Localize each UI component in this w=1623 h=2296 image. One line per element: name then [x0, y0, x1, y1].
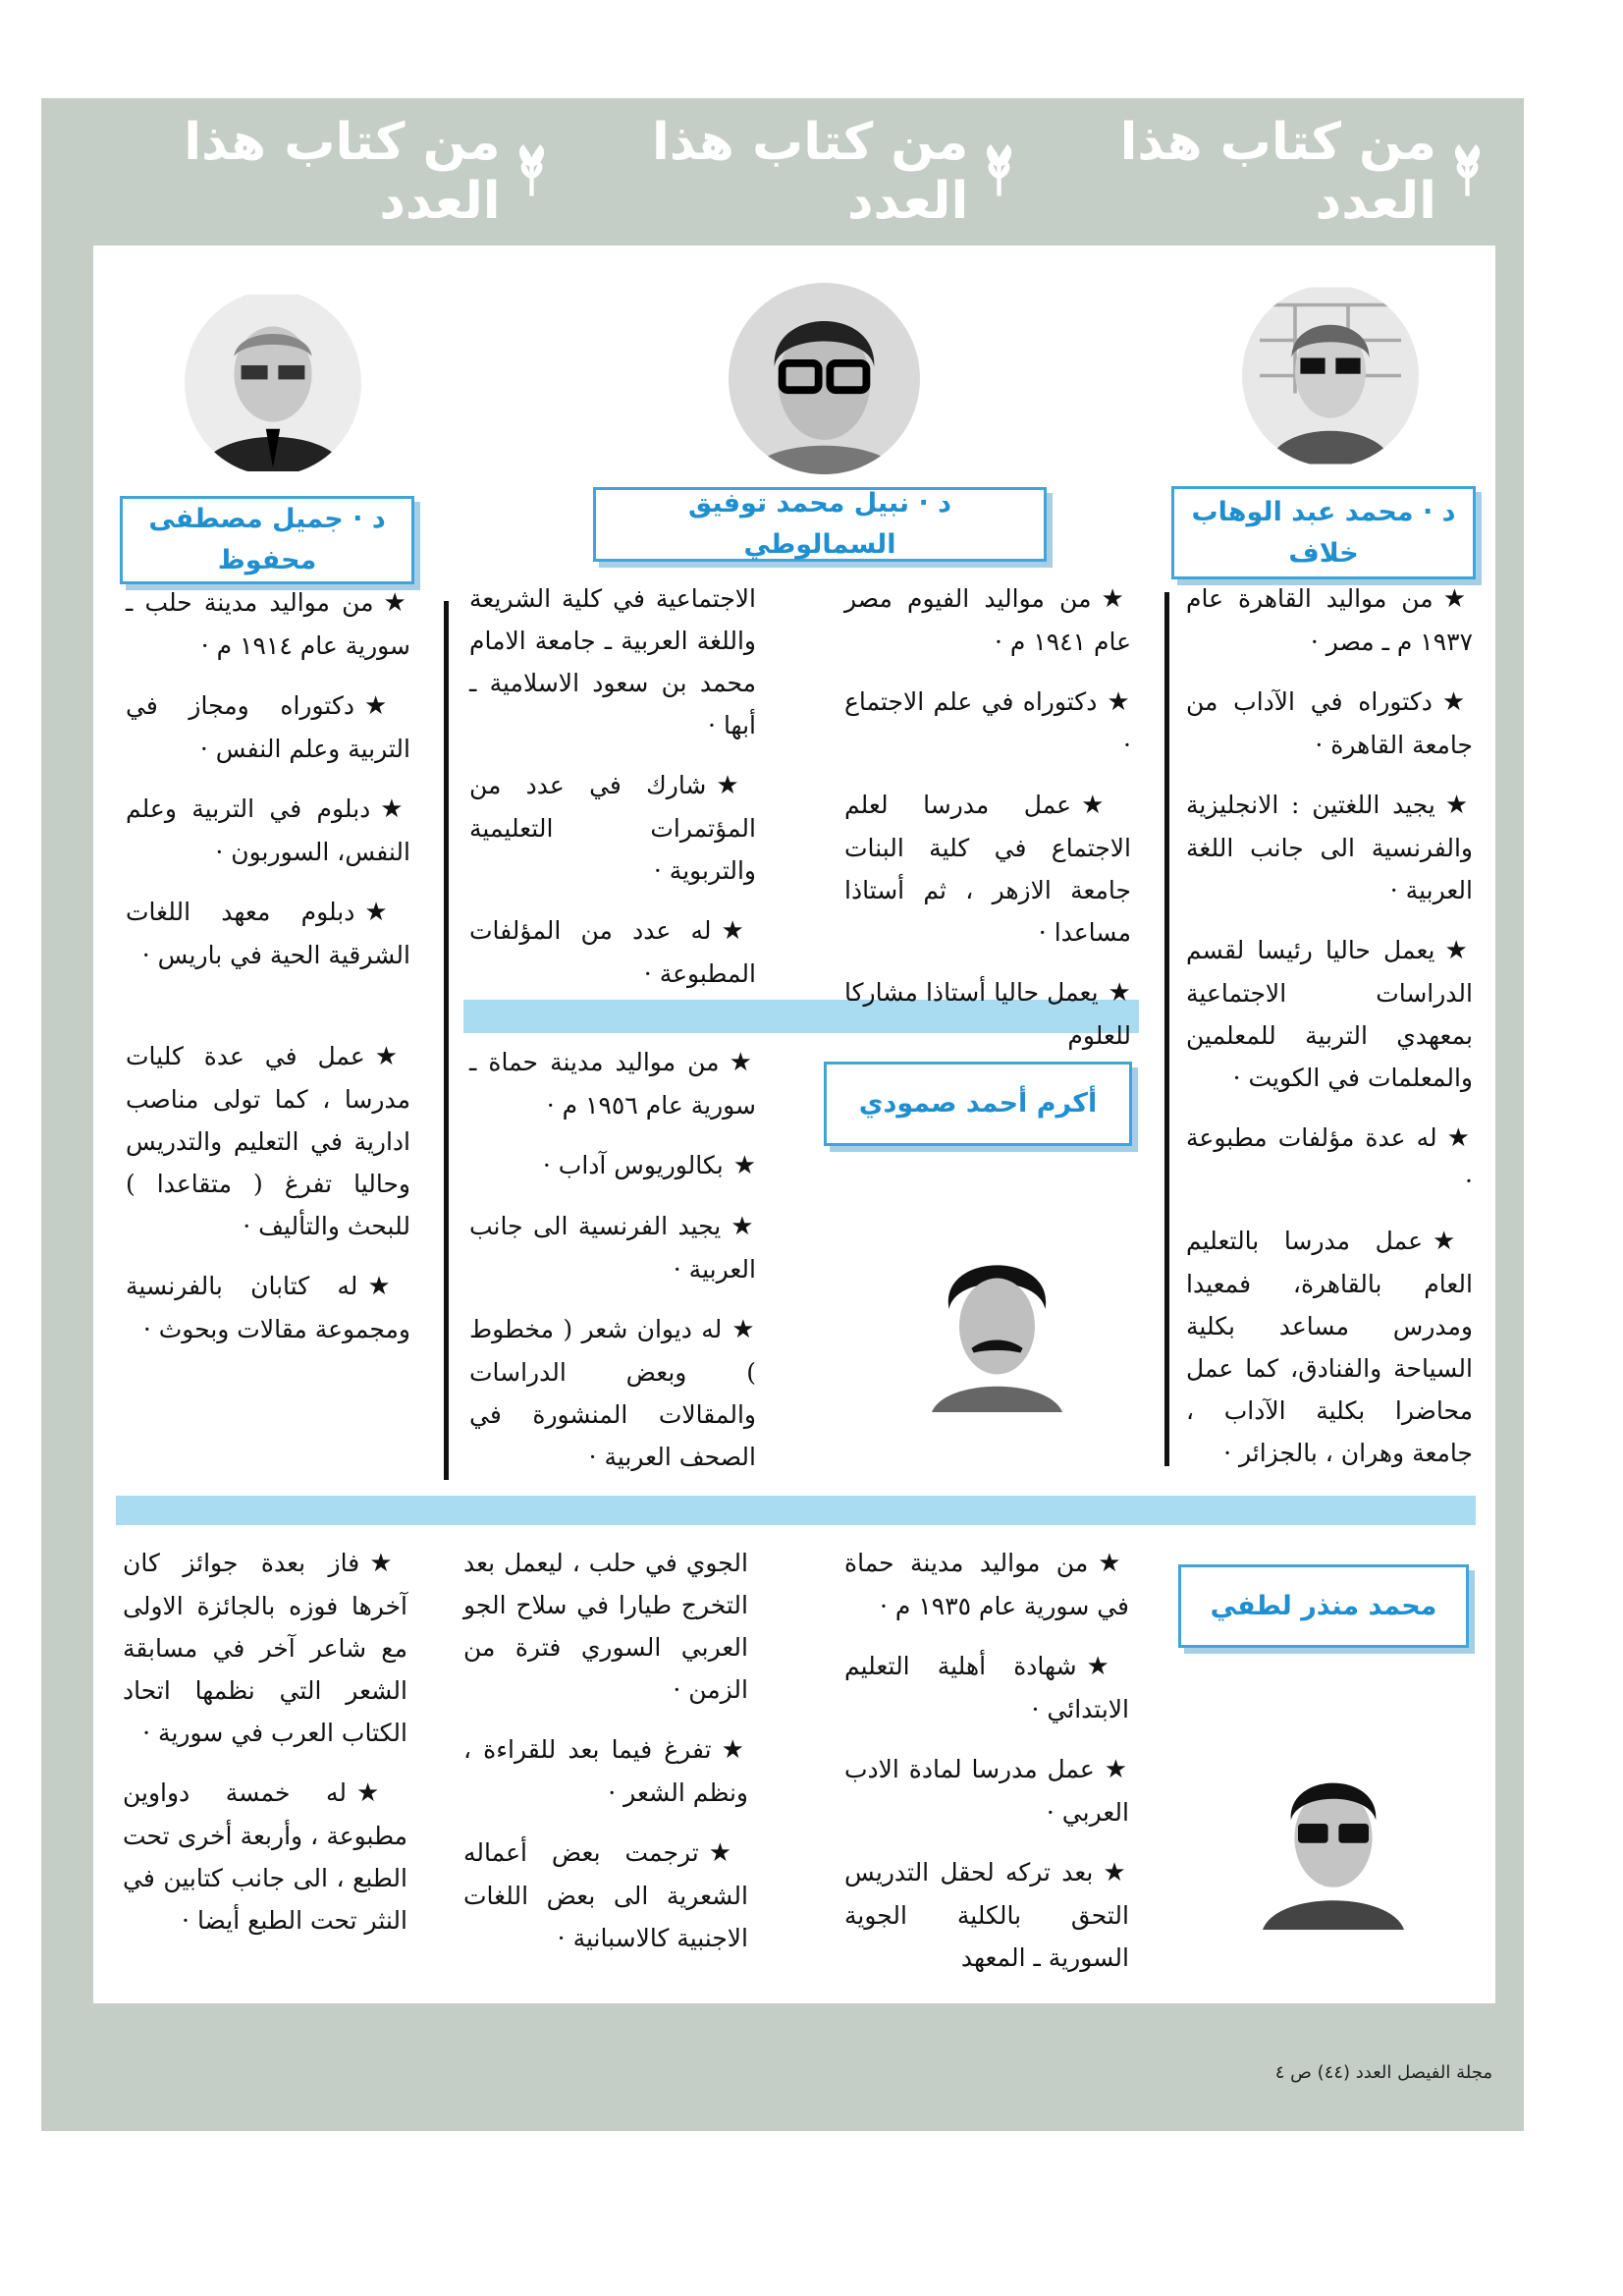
star-icon: ★ — [369, 1549, 407, 1578]
star-icon: ★ — [731, 1315, 756, 1344]
bio-item: ★من مواليد مدينة حماة ـ سورية عام ١٩٥٦ م · — [469, 1048, 756, 1120]
bio-item: ★من مواليد مدينة حماة في سورية عام ١٩٣٥ م · — [844, 1549, 1130, 1620]
star-icon: ★ — [1442, 584, 1474, 614]
author-name: د · نبيل محمد توفيق السمالوطي — [688, 488, 951, 560]
star-icon: ★ — [1446, 1123, 1474, 1153]
star-icon: ★ — [1107, 687, 1131, 717]
star-icon: ★ — [716, 771, 757, 800]
banner-item — [81, 113, 549, 231]
bio-lutfi-col2 — [463, 1542, 748, 1977]
bio-khallaf — [1186, 577, 1473, 1492]
bio-item: ★من مواليد القاهرة عام ١٩٣٧ م ـ مصر · — [1186, 584, 1474, 656]
star-icon: ★ — [708, 1838, 749, 1868]
star-icon: ★ — [1104, 1755, 1129, 1784]
bio-lutfi-col3 — [123, 1542, 407, 1959]
star-icon: ★ — [1433, 1227, 1474, 1256]
banner-text: من كتاب هذا العدد — [184, 113, 501, 231]
column-divider — [1164, 592, 1169, 1466]
bio-item: ★دكتوراه في علم الاجتماع · — [844, 687, 1131, 759]
bio-item: ★ترجمت بعض أعماله الشعرية الى بعض اللغات الاجنبية كالاسبانية · — [463, 1838, 749, 1952]
column-divider — [444, 601, 449, 1480]
author-name: أكرم أحمد صمودي — [858, 1088, 1098, 1119]
header-banner — [41, 98, 1524, 246]
star-icon: ★ — [1444, 791, 1473, 820]
star-icon: ★ — [1108, 978, 1131, 1008]
author-name: د · محمد عبد الوهاب خلاف — [1191, 496, 1456, 569]
wheat-emblem-icon — [982, 144, 1016, 199]
banner-item — [1016, 113, 1485, 231]
name-box-semalouti — [593, 487, 1047, 562]
banner-text: من كتاب هذا العدد — [1119, 113, 1436, 231]
banner-text: من كتاب هذا العدد — [651, 113, 969, 231]
star-icon: ★ — [721, 916, 756, 946]
bio-item: ★من مواليد مدينة حلب ـ سورية عام ١٩١٤ م · — [126, 588, 410, 660]
star-icon: ★ — [1081, 791, 1131, 820]
star-icon: ★ — [367, 1272, 410, 1301]
star-icon: ★ — [364, 898, 410, 927]
star-icon: ★ — [380, 794, 410, 824]
bio-item: ★عمل مدرسا لمادة الادب العربي · — [844, 1755, 1129, 1827]
bio-item: ★من مواليد الفيوم مصر عام ١٩٤١ م · — [844, 584, 1131, 656]
star-icon: ★ — [730, 1212, 756, 1241]
bio-lutfi-col1 — [844, 1542, 1129, 1996]
star-icon: ★ — [1444, 936, 1473, 965]
star-icon: ★ — [1098, 1549, 1130, 1578]
bio-item: ★له عدد من المؤلفات المطبوعة · — [469, 916, 756, 988]
bio-item: ★يعمل حاليا أستاذا مشاركا للعلوم — [844, 978, 1131, 1050]
bio-semalouti-right — [844, 577, 1131, 1074]
portrait-khallaf — [1242, 285, 1419, 466]
bio-item: ★دكتوراه ومجاز في التربية وعلم النفس · — [126, 691, 410, 763]
star-icon: ★ — [1103, 1858, 1129, 1887]
portrait-semalouti — [729, 283, 920, 474]
bio-samoudi — [469, 1041, 756, 1496]
star-icon: ★ — [363, 691, 410, 721]
bio-item: ★له خمسة دواوين مطبوعة ، وأربعة أخرى تحت الطبع ، الى جانب كتابين في النثر تحت الطبع أيضا · — [123, 1778, 408, 1935]
star-icon: ★ — [1086, 1652, 1129, 1681]
bio-item: الاجتماعية في كلية الشريعة واللغة العربية ـ جامعة الامام محمد بن سعود الاسلامية ـ أبها · — [469, 584, 756, 739]
bio-item: ★تفرغ فيما بعد للقراءة ، ونظم الشعر · — [463, 1735, 749, 1807]
bio-item: ★عمل مدرسا بالتعليم العام بالقاهرة، فمعيدا ومدرس مساعد بكلية السياحة والفنادق، كما عمل محاضرا بكلية الآداب ، جامعة وهران ، بالجزائر · — [1186, 1227, 1474, 1467]
bio-item: ★شارك في عدد من المؤتمرات التعليمية والتربوية · — [469, 771, 757, 885]
page-footer: مجلة الفيصل العدد (٤٤) ص ٤ — [1274, 2062, 1492, 2083]
bio-item: ★دبلوم في التربية وعلم النفس، السوربون · — [126, 794, 410, 866]
wheat-emblem-icon — [1450, 144, 1485, 199]
bio-item: ★يجيد اللغتين : الانجليزية والفرنسية الى جانب اللغة العربية · — [1186, 791, 1473, 904]
bio-item: الجوي في حلب ، ليعمل بعد التخرج طيارا في سلاح الجو العربي السوري فترة من الزمن · — [463, 1549, 748, 1704]
star-icon: ★ — [383, 588, 410, 618]
bio-item: ★بعد تركه لحقل التدريس التحق بالكلية الجوية السورية ـ المعهد — [844, 1858, 1129, 1972]
banner-item — [549, 113, 1017, 231]
portrait-mahfouz — [185, 291, 361, 475]
portrait-samoudi — [911, 1235, 1083, 1417]
bio-item: ★دكتوراه في الآداب من جامعة القاهرة · — [1186, 687, 1473, 759]
star-icon: ★ — [729, 1048, 756, 1077]
star-icon: ★ — [1101, 584, 1131, 614]
portrait-lutfi — [1245, 1748, 1422, 1935]
star-icon: ★ — [721, 1735, 749, 1765]
bio-item: ★دبلوم معهد اللغات الشرقية الحية في باريس · — [126, 898, 410, 969]
wheat-emblem-icon — [514, 144, 549, 199]
name-box-mahfouz — [120, 496, 414, 584]
section-band — [116, 1496, 1476, 1525]
star-icon: ★ — [374, 1042, 410, 1071]
author-name: محمد منذر لطفي — [1210, 1590, 1437, 1621]
bio-item: ★له ديوان شعر ( مخطوط ) وبعض الدراسات والمقالات المنشورة في الصحف العربية · — [469, 1315, 756, 1471]
bio-item: ★فاز بعدة جوائز كان آخرها فوزه بالجائزة الاولى مع شاعر آخر في مسابقة الشعر التي نظمها اتحاد الكتاب العرب في سورية · — [123, 1549, 407, 1747]
bio-item: ★شهادة أهلية التعليم الابتدائي · — [844, 1652, 1129, 1723]
bio-item: ★عمل في عدة كليات مدرسا ، كما تولى مناصب ادارية في التعليم والتدريس وحاليا تفرغ ( متقاعدا ) للبحث والتأليف · — [126, 1042, 410, 1240]
bio-semalouti-left — [469, 577, 756, 1012]
bio-mahfouz — [126, 581, 410, 1368]
bio-item: ★له عدة مؤلفات مطبوعة · — [1186, 1123, 1474, 1195]
bio-item: ★يجيد الفرنسية الى جانب العربية · — [469, 1212, 756, 1284]
bio-item: ★عمل مدرسا لعلم الاجتماع في كلية البنات جامعة الازهر ، ثم أستاذا مساعدا · — [844, 791, 1131, 947]
name-box-khallaf — [1171, 486, 1476, 579]
bio-item: ★له كتابان بالفرنسية ومجموعة مقالات وبحوث · — [126, 1272, 410, 1343]
star-icon: ★ — [356, 1778, 408, 1808]
star-icon: ★ — [1441, 687, 1473, 717]
author-name: د · جميل مصطفى محفوظ — [148, 504, 386, 575]
star-icon: ★ — [732, 1151, 756, 1180]
bio-item: ★يعمل حاليا رئيسا لقسم الدراسات الاجتماعية بمعهدي التربية للمعلمين والمعلمات في الكويت · — [1186, 936, 1473, 1092]
name-box-lutfi — [1178, 1564, 1469, 1648]
bio-item: ★بكالوريوس آداب · — [542, 1151, 756, 1180]
